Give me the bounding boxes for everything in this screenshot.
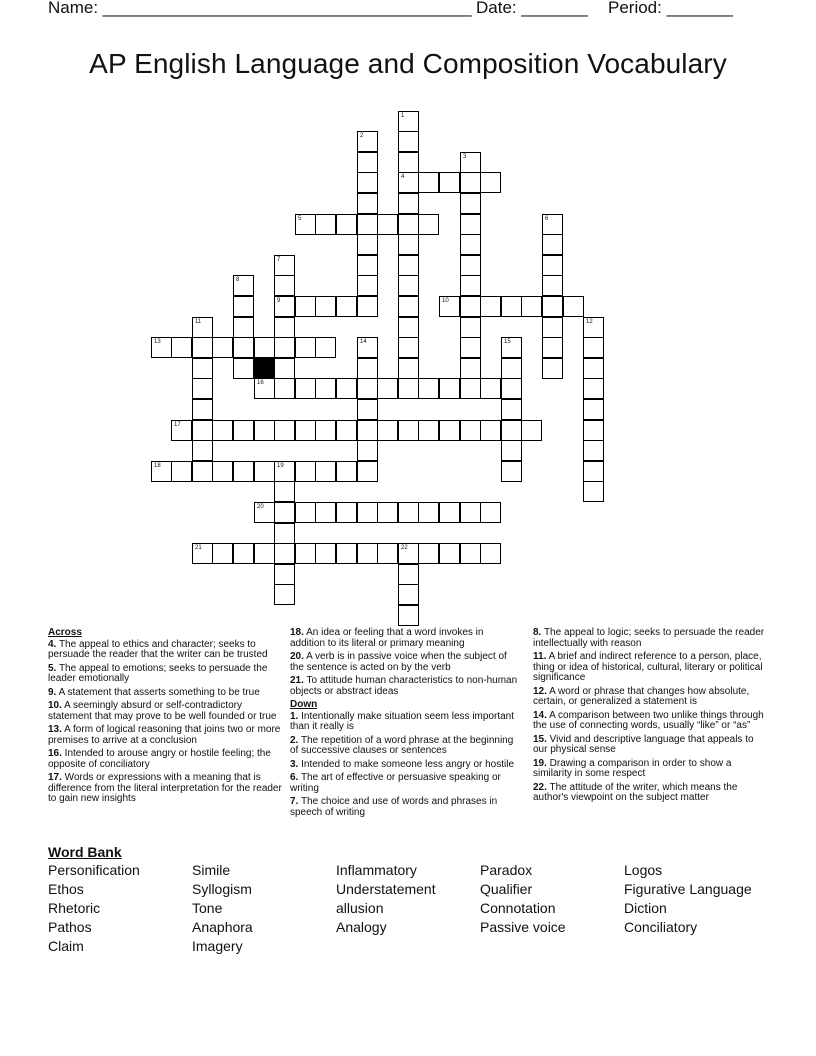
grid-cell[interactable] xyxy=(295,543,316,564)
grid-cell[interactable] xyxy=(521,296,542,317)
grid-cell[interactable] xyxy=(254,420,275,441)
clue-item xyxy=(533,652,765,684)
word-bank-item: Ethos xyxy=(48,881,84,897)
clue-number: 12. xyxy=(533,685,547,697)
grid-cell[interactable] xyxy=(480,543,501,564)
grid-cell[interactable] xyxy=(501,337,522,358)
clues-column-2 xyxy=(290,628,518,821)
clue-text: The attitude of the writer, which means the author's viewpoint on the subject matter xyxy=(533,781,738,803)
grid-cell[interactable] xyxy=(357,172,378,193)
clue-text: The appeal to logic; seeks to persuade the reader intellectually with reason xyxy=(533,627,765,649)
clue-text: A statement that asserts something to be true xyxy=(56,686,260,698)
grid-cell[interactable] xyxy=(357,234,378,255)
word-bank-item: Paradox xyxy=(480,862,533,878)
word-bank-item: Tone xyxy=(192,900,223,916)
grid-cell[interactable] xyxy=(377,502,398,523)
grid-cell[interactable] xyxy=(377,378,398,399)
grid-cell[interactable] xyxy=(357,378,378,399)
clue-number: 5. xyxy=(48,662,57,674)
grid-cell[interactable] xyxy=(542,337,563,358)
grid-cell[interactable] xyxy=(151,461,172,482)
clue-item xyxy=(48,688,282,699)
grid-cell[interactable] xyxy=(398,378,419,399)
clue-number: 22. xyxy=(533,781,547,793)
grid-cell[interactable] xyxy=(460,378,481,399)
grid-cell[interactable] xyxy=(192,440,213,461)
grid-cell[interactable] xyxy=(460,337,481,358)
clue-number: 1. xyxy=(290,710,299,722)
grid-cell[interactable] xyxy=(377,420,398,441)
clue-text: The repetition of a word phrase at the beginning of successive clauses or sentences xyxy=(290,734,514,756)
grid-cell[interactable] xyxy=(274,584,295,605)
grid-cell[interactable] xyxy=(501,399,522,420)
grid-cell[interactable] xyxy=(274,461,295,482)
grid-cell[interactable] xyxy=(357,275,378,296)
grid-cell[interactable] xyxy=(460,214,481,235)
cell-number: 14 xyxy=(360,339,367,345)
grid-cell[interactable] xyxy=(233,317,254,338)
grid-cell[interactable] xyxy=(398,564,419,585)
grid-cell[interactable] xyxy=(192,420,213,441)
grid-cell[interactable] xyxy=(336,502,357,523)
clue-item xyxy=(48,701,282,722)
grid-cell[interactable] xyxy=(542,234,563,255)
grid-cell[interactable] xyxy=(501,296,522,317)
word-bank-item: Diction xyxy=(624,900,667,916)
clue-text: A seemingly absurd or self-contradictory statement that may prove to be well founded or true xyxy=(48,700,277,722)
grid-cell[interactable] xyxy=(563,296,584,317)
grid-black-cell xyxy=(254,358,275,379)
word-bank-item: Figurative Language xyxy=(624,881,752,897)
word-bank-title: Word Bank xyxy=(48,844,122,860)
grid-cell[interactable] xyxy=(357,420,378,441)
grid-cell[interactable] xyxy=(212,337,233,358)
grid-cell[interactable] xyxy=(583,420,604,441)
clue-number: 9. xyxy=(48,686,57,698)
grid-cell[interactable] xyxy=(460,358,481,379)
name-field[interactable]: Name: _______________________________________ xyxy=(48,0,472,17)
clue-number: 11. xyxy=(533,651,547,662)
cell-number: 12 xyxy=(586,319,593,325)
grid-cell[interactable] xyxy=(460,420,481,441)
word-bank-item: Claim xyxy=(48,938,84,954)
clue-item xyxy=(48,725,282,746)
grid-cell[interactable] xyxy=(171,337,192,358)
grid-cell[interactable] xyxy=(542,296,563,317)
grid-cell[interactable] xyxy=(542,255,563,276)
word-bank-item: Logos xyxy=(624,862,663,878)
grid-cell[interactable] xyxy=(233,358,254,379)
clue-text: An idea or feeling that a word invokes in addition to its literal or primary meaning xyxy=(290,627,484,649)
clue-item xyxy=(48,773,282,805)
grid-cell[interactable] xyxy=(418,502,439,523)
cell-number: 2 xyxy=(360,133,364,139)
grid-cell[interactable] xyxy=(357,461,378,482)
grid-cell[interactable] xyxy=(274,337,295,358)
clue-text: The art of effective or persuasive speaking or writing xyxy=(290,772,501,794)
clue-text: Intended to arouse angry or hostile feeling; the opposite of conciliatory xyxy=(48,748,271,770)
grid-cell[interactable] xyxy=(418,214,439,235)
grid-cell[interactable] xyxy=(460,193,481,214)
clue-number: 10. xyxy=(48,700,62,711)
grid-cell[interactable] xyxy=(192,358,213,379)
word-bank-item: Analogy xyxy=(336,919,387,935)
clue-text: A word or phrase that changes how absolute, certain, or generalized a statement is xyxy=(533,685,750,707)
clue-number: 19. xyxy=(533,757,547,769)
grid-cell[interactable] xyxy=(460,296,481,317)
grid-cell[interactable] xyxy=(357,193,378,214)
grid-cell[interactable] xyxy=(212,543,233,564)
grid-cell[interactable] xyxy=(460,317,481,338)
grid-cell[interactable] xyxy=(315,461,336,482)
grid-cell[interactable] xyxy=(480,502,501,523)
cell-number: 15 xyxy=(504,339,511,345)
clue-item xyxy=(290,760,518,771)
grid-cell[interactable] xyxy=(295,420,316,441)
clue-text: Drawing a comparison in order to show a similarity in some respect xyxy=(533,757,732,779)
grid-cell[interactable] xyxy=(315,214,336,235)
grid-cell[interactable] xyxy=(480,420,501,441)
down-heading: Down xyxy=(290,699,318,710)
grid-cell[interactable] xyxy=(171,461,192,482)
grid-cell[interactable] xyxy=(336,461,357,482)
grid-cell[interactable] xyxy=(233,420,254,441)
grid-cell[interactable] xyxy=(295,296,316,317)
clue-item xyxy=(290,773,518,794)
clue-text: A verb is in passive voice when the subject of the sentence is acted on by the verb xyxy=(290,651,507,673)
grid-cell[interactable] xyxy=(315,502,336,523)
grid-cell[interactable] xyxy=(439,296,460,317)
word-bank-item: Understatement xyxy=(336,881,436,897)
grid-cell[interactable] xyxy=(439,172,460,193)
grid-cell[interactable] xyxy=(398,234,419,255)
grid-cell[interactable] xyxy=(501,440,522,461)
grid-cell[interactable] xyxy=(336,420,357,441)
cell-number: 8 xyxy=(236,277,240,283)
grid-cell[interactable] xyxy=(254,502,275,523)
grid-cell[interactable] xyxy=(418,172,439,193)
grid-cell[interactable] xyxy=(274,543,295,564)
clue-text: The appeal to emotions; seeks to persuade the leader emotionally xyxy=(48,662,268,684)
grid-cell[interactable] xyxy=(398,317,419,338)
grid-cell[interactable] xyxy=(192,317,213,338)
clue-number: 7. xyxy=(290,796,299,807)
grid-cell[interactable] xyxy=(295,378,316,399)
grid-cell[interactable] xyxy=(460,275,481,296)
clue-item xyxy=(48,749,282,770)
grid-cell[interactable] xyxy=(192,461,213,482)
grid-cell[interactable] xyxy=(398,543,419,564)
grid-cell[interactable] xyxy=(439,502,460,523)
grid-cell[interactable] xyxy=(274,378,295,399)
grid-cell[interactable] xyxy=(254,378,275,399)
grid-cell[interactable] xyxy=(336,543,357,564)
grid-cell[interactable] xyxy=(439,378,460,399)
grid-cell[interactable] xyxy=(583,378,604,399)
grid-cell[interactable] xyxy=(254,461,275,482)
word-bank-item: Inflammatory xyxy=(336,862,417,878)
word-bank-item: Simile xyxy=(192,862,231,878)
grid-cell[interactable] xyxy=(192,543,213,564)
grid-cell[interactable] xyxy=(274,420,295,441)
grid-cell[interactable] xyxy=(315,420,336,441)
grid-cell[interactable] xyxy=(336,296,357,317)
across-heading: Across xyxy=(48,627,82,638)
grid-cell[interactable] xyxy=(295,502,316,523)
grid-cell[interactable] xyxy=(398,152,419,173)
word-bank-item: Imagery xyxy=(192,938,243,954)
grid-cell[interactable] xyxy=(583,399,604,420)
cell-number: 5 xyxy=(298,216,302,222)
clue-text: A comparison between two unlike things through the use of connecting words, usually “like” or “as” xyxy=(533,709,764,731)
clue-text: Words or expressions with a meaning that is difference from the literal interpretation for the reader to gain new insights xyxy=(48,772,282,804)
grid-cell[interactable] xyxy=(398,214,419,235)
cell-number: 11 xyxy=(195,319,202,325)
grid-cell[interactable] xyxy=(274,255,295,276)
clue-text: The choice and use of words and phrases in speech of writing xyxy=(290,796,498,818)
grid-cell[interactable] xyxy=(233,543,254,564)
grid-cell[interactable] xyxy=(357,543,378,564)
grid-cell[interactable] xyxy=(501,420,522,441)
grid-cell[interactable] xyxy=(501,378,522,399)
clue-text: Intended to make someone less angry or hostile xyxy=(298,758,515,770)
clue-text: A brief and indirect reference to a person, place, thing or idea of historical, cultural, literary or political significance xyxy=(533,651,763,683)
grid-cell[interactable] xyxy=(398,605,419,626)
clue-number: 13. xyxy=(48,724,62,735)
word-bank-item: Conciliatory xyxy=(624,919,698,935)
grid-cell[interactable] xyxy=(274,296,295,317)
grid-cell[interactable] xyxy=(542,275,563,296)
word-bank-item: Anaphora xyxy=(192,919,253,935)
grid-cell[interactable] xyxy=(398,420,419,441)
clue-item xyxy=(533,783,765,804)
grid-cell[interactable] xyxy=(315,337,336,358)
clue-item xyxy=(290,676,518,697)
clue-item xyxy=(290,712,518,733)
clue-number: 6. xyxy=(290,772,299,783)
grid-cell[interactable] xyxy=(274,275,295,296)
grid-cell[interactable] xyxy=(439,543,460,564)
grid-cell[interactable] xyxy=(274,502,295,523)
grid-cell[interactable] xyxy=(398,358,419,379)
grid-cell[interactable] xyxy=(460,502,481,523)
clue-number: 21. xyxy=(290,675,304,686)
grid-cell[interactable] xyxy=(398,275,419,296)
clue-item xyxy=(290,652,518,673)
grid-cell[interactable] xyxy=(583,317,604,338)
word-bank-item: Syllogism xyxy=(192,881,252,897)
clue-item xyxy=(290,628,518,649)
grid-cell[interactable] xyxy=(357,440,378,461)
grid-cell[interactable] xyxy=(542,214,563,235)
grid-cell[interactable] xyxy=(315,296,336,317)
grid-cell[interactable] xyxy=(377,543,398,564)
grid-cell[interactable] xyxy=(583,337,604,358)
clue-text: Vivid and descriptive language that appeals to our physical sense xyxy=(533,733,754,755)
clue-number: 20. xyxy=(290,651,304,662)
grid-cell[interactable] xyxy=(315,378,336,399)
clue-item xyxy=(533,711,765,732)
clue-number: 14. xyxy=(533,709,547,721)
grid-cell[interactable] xyxy=(583,358,604,379)
grid-cell[interactable] xyxy=(480,172,501,193)
grid-cell[interactable] xyxy=(398,584,419,605)
grid-cell[interactable] xyxy=(418,543,439,564)
grid-cell[interactable] xyxy=(398,502,419,523)
date-field[interactable]: Date: _______ xyxy=(476,0,588,17)
clue-text: To attitude human characteristics to non-human objects or abstract ideas xyxy=(290,675,518,697)
grid-cell[interactable] xyxy=(583,481,604,502)
grid-cell[interactable] xyxy=(583,461,604,482)
clue-text: Intentionally make situation seem less important than it really is xyxy=(290,710,515,732)
cell-number: 16 xyxy=(257,380,264,386)
grid-cell[interactable] xyxy=(295,461,316,482)
grid-cell[interactable] xyxy=(480,296,501,317)
page-title: AP English Language and Composition Vocabulary xyxy=(89,48,727,79)
clue-number: 15. xyxy=(533,733,547,745)
clue-item xyxy=(533,628,765,649)
word-bank-item: Pathos xyxy=(48,919,92,935)
grid-cell[interactable] xyxy=(357,131,378,152)
grid-cell[interactable] xyxy=(357,296,378,317)
clue-item xyxy=(533,735,765,756)
grid-cell[interactable] xyxy=(398,193,419,214)
clue-number: 3. xyxy=(290,758,299,770)
cell-number: 6 xyxy=(545,216,549,222)
word-bank-item: Rhetoric xyxy=(48,900,101,916)
grid-cell[interactable] xyxy=(274,564,295,585)
grid-cell[interactable] xyxy=(501,358,522,379)
clue-item xyxy=(48,640,282,661)
clue-number: 4. xyxy=(48,638,57,650)
grid-cell[interactable] xyxy=(274,358,295,379)
cell-number: 4 xyxy=(401,174,405,180)
cell-number: 17 xyxy=(174,422,181,428)
grid-cell[interactable] xyxy=(398,111,419,132)
grid-cell[interactable] xyxy=(377,214,398,235)
grid-cell[interactable] xyxy=(336,214,357,235)
cell-number: 13 xyxy=(154,339,161,345)
grid-cell[interactable] xyxy=(233,461,254,482)
grid-cell[interactable] xyxy=(357,399,378,420)
grid-cell[interactable] xyxy=(460,234,481,255)
grid-cell[interactable] xyxy=(274,481,295,502)
grid-cell[interactable] xyxy=(192,337,213,358)
grid-cell[interactable] xyxy=(460,255,481,276)
clue-number: 17. xyxy=(48,772,62,783)
cell-number: 19 xyxy=(277,463,284,469)
clues-column-3 xyxy=(533,628,765,807)
cell-number: 21 xyxy=(195,545,202,551)
grid-cell[interactable] xyxy=(212,420,233,441)
clue-item xyxy=(533,687,765,708)
word-bank-item: Qualifier xyxy=(480,881,533,897)
grid-cell[interactable] xyxy=(192,378,213,399)
grid-cell[interactable] xyxy=(357,358,378,379)
grid-cell[interactable] xyxy=(398,255,419,276)
grid-cell[interactable] xyxy=(274,523,295,544)
word-bank-item: Personification xyxy=(48,862,140,878)
grid-cell[interactable] xyxy=(501,461,522,482)
grid-cell[interactable] xyxy=(151,337,172,358)
grid-cell[interactable] xyxy=(233,296,254,317)
grid-cell[interactable] xyxy=(233,337,254,358)
grid-cell[interactable] xyxy=(357,502,378,523)
grid-cell[interactable] xyxy=(254,337,275,358)
grid-cell[interactable] xyxy=(315,543,336,564)
grid-cell[interactable] xyxy=(233,275,254,296)
grid-cell[interactable] xyxy=(254,543,275,564)
grid-cell[interactable] xyxy=(295,214,316,235)
grid-cell[interactable] xyxy=(171,420,192,441)
grid-cell[interactable] xyxy=(583,440,604,461)
clue-item xyxy=(48,664,282,685)
clue-item xyxy=(290,736,518,757)
cell-number: 18 xyxy=(154,463,161,469)
period-field[interactable]: Period: _______ xyxy=(608,0,733,17)
grid-cell[interactable] xyxy=(295,337,316,358)
grid-cell[interactable] xyxy=(542,358,563,379)
grid-cell[interactable] xyxy=(212,461,233,482)
word-bank-item: Connotation xyxy=(480,900,556,916)
grid-cell[interactable] xyxy=(398,131,419,152)
grid-cell[interactable] xyxy=(357,255,378,276)
grid-cell[interactable] xyxy=(398,296,419,317)
cell-number: 20 xyxy=(257,504,264,510)
clue-item xyxy=(290,797,518,818)
word-bank-item: allusion xyxy=(336,900,384,916)
grid-cell[interactable] xyxy=(418,420,439,441)
clue-number: 16. xyxy=(48,748,62,759)
grid-cell[interactable] xyxy=(418,378,439,399)
grid-cell[interactable] xyxy=(357,152,378,173)
clues-column-1 xyxy=(48,628,282,808)
grid-cell[interactable] xyxy=(357,214,378,235)
grid-cell[interactable] xyxy=(357,337,378,358)
clue-number: 8. xyxy=(533,627,542,638)
clue-number: 18. xyxy=(290,627,304,638)
clue-item xyxy=(533,759,765,780)
clue-text: A form of logical reasoning that joins two or more premises to arrive at a conclusion xyxy=(48,724,281,746)
cell-number: 3 xyxy=(463,154,467,160)
grid-cell[interactable] xyxy=(192,399,213,420)
clue-number: 2. xyxy=(290,734,299,746)
grid-cell[interactable] xyxy=(439,420,460,441)
cell-number: 10 xyxy=(442,298,449,304)
grid-cell[interactable] xyxy=(398,337,419,358)
clue-text: The appeal to ethics and character; seeks to persuade the reader that the writer can be trusted xyxy=(48,638,268,660)
cell-number: 22 xyxy=(401,545,408,551)
grid-cell[interactable] xyxy=(460,152,481,173)
grid-cell[interactable] xyxy=(274,317,295,338)
grid-cell[interactable] xyxy=(521,420,542,441)
cell-number: 9 xyxy=(277,298,281,304)
word-bank-item: Passive voice xyxy=(480,919,566,935)
grid-cell[interactable] xyxy=(460,543,481,564)
cell-number: 1 xyxy=(401,113,405,119)
grid-cell[interactable] xyxy=(398,172,419,193)
cell-number: 7 xyxy=(277,257,281,263)
grid-cell[interactable] xyxy=(336,378,357,399)
grid-cell[interactable] xyxy=(460,172,481,193)
grid-cell[interactable] xyxy=(542,317,563,338)
grid-cell[interactable] xyxy=(480,378,501,399)
